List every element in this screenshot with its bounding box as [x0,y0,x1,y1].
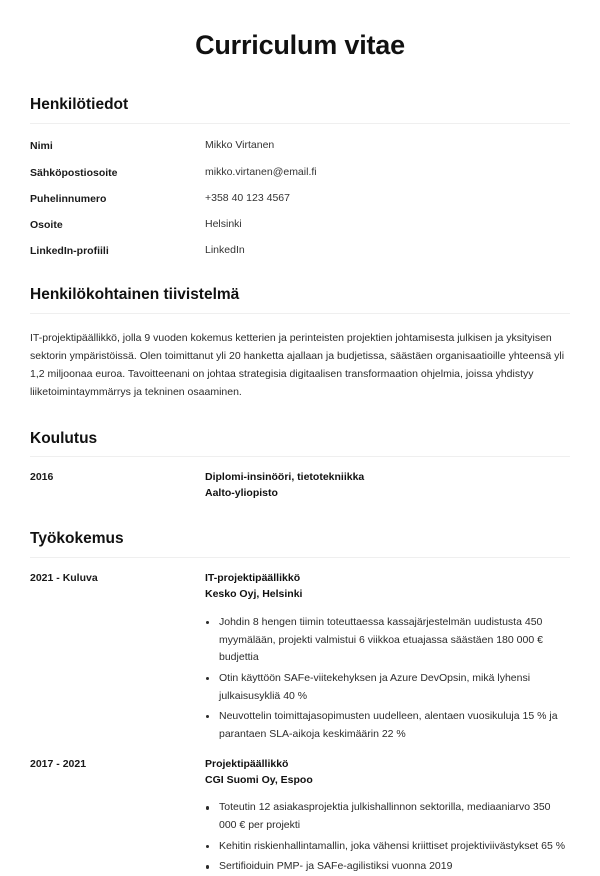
education-entry-date: 2016 [30,471,54,484]
list-item [205,838,570,856]
experience-entry-role: IT-projektipäällikkö [205,572,301,585]
list-item-text: Toteutin 12 asiakasprojektia julkishallinnon sektorilla, mediaaniarvo 350 000 € per projekti [219,801,551,832]
detail-value: +358 40 123 4567 [205,191,290,204]
experience-entry-role: Projektipäällikkö [205,757,289,770]
detail-row [30,191,570,207]
list-item-text: Otin käyttöön SAFe-viitekehyksen ja Azure DevOpsin, mikä lyhensi julkaisusykliä 40 % [219,672,531,702]
experience-entry-date: 2017 - 2021 [30,757,87,770]
experience-achievements-list [205,614,570,743]
detail-value: mikko.virtanen@email.fi [205,165,317,178]
detail-label: Puhelinnumero [30,192,107,205]
detail-value: Mikko Virtanen [205,139,275,152]
bullet-icon [206,865,209,868]
section-divider [30,456,570,457]
bullet-icon [206,621,209,624]
section-personal-summary [30,285,570,401]
education-entry [30,470,570,502]
detail-row [30,243,570,259]
detail-row [30,217,570,233]
detail-label: Osoite [30,218,63,231]
detail-label: Sähköpostiosoite [30,166,118,179]
list-item [205,614,570,667]
detail-value: Helsinki [205,217,242,230]
experience-entry [30,757,570,876]
education-entry-degree: Diplomi-insinööri, tietotekniikka [205,471,365,484]
linkedin-profile-value[interactable]: LinkedIn [205,244,245,257]
experience-entry-company: Kesko Oyj, Helsinki [205,588,303,601]
experience-entry-company: CGI Suomi Oy, Espoo [205,773,313,786]
section-divider [30,123,570,124]
bullet-icon [206,845,209,848]
detail-row [30,165,570,181]
section-heading-personal-details: Henkilötiedot [30,96,129,114]
page-title: Curriculum vitae [195,30,405,60]
education-entry-body [205,470,570,502]
section-heading-personal-summary: Henkilökohtainen tiivistelmä [30,286,240,304]
list-item-text: Kehitin riskienhallintamallin, joka vähensi kriittiset projektiviivästykset 65 % [219,839,566,852]
detail-label: Nimi [30,140,53,153]
section-divider [30,313,570,314]
detail-label: LinkedIn-profiili [30,245,109,258]
experience-entry-body [205,571,570,743]
list-item-text: Johdin 8 hengen tiimin toteuttaessa kassajärjestelmän uudistusta 450 myymälään, projekti valmistui 6 viikkoa etuajassa säästäen 180 000 € budjettia [219,616,543,664]
list-item [205,670,570,705]
section-heading-work-experience: Työkokemus [30,530,124,548]
section-heading-education: Koulutus [30,429,98,447]
section-divider [30,557,570,558]
education-entry-institution: Aalto-yliopisto [205,487,278,500]
section-work-experience [30,529,570,876]
bullet-icon [206,715,209,718]
list-item [205,858,570,876]
bullet-icon [206,806,209,809]
section-personal-details [30,95,570,259]
experience-entry-date: 2021 - Kuluva [30,572,98,585]
list-item-text: Neuvottelin toimittajasopimusten uudelleen, alentaen vuosikuluja 15 % ja parantaen SLA-aikoja keskimäärin 22 % [219,710,558,740]
list-item [205,799,570,834]
experience-achievements-list [205,799,570,876]
personal-details-list [30,138,570,259]
bullet-icon [206,677,209,680]
summary-paragraph: IT-projektipäällikkö, jolla 9 vuoden kokemus ketterien ja perinteisten projektien johtamisesta julkisen ja yksityisen sektorin ympäristöissä. Olen toimittanut yli 20 hanketta ajallaan ja budjetissa, säästäen organisaatioille yhteensä yli 1,2 miljoonaa euroa. Tavoitteenani on johtaa strategisia digitaalisen transformaation ohjelmia, joissa yhdistyy liiketoimintaymmärrys ja tekninen osaaminen. [30,332,565,399]
section-education [30,429,570,503]
list-item [205,708,570,743]
list-item-text: Sertifioiduin PMP- ja SAFe-agilistiksi vuonna 2019 [219,860,453,873]
experience-entry-body [205,757,570,876]
experience-entry [30,571,570,743]
detail-row [30,138,570,154]
